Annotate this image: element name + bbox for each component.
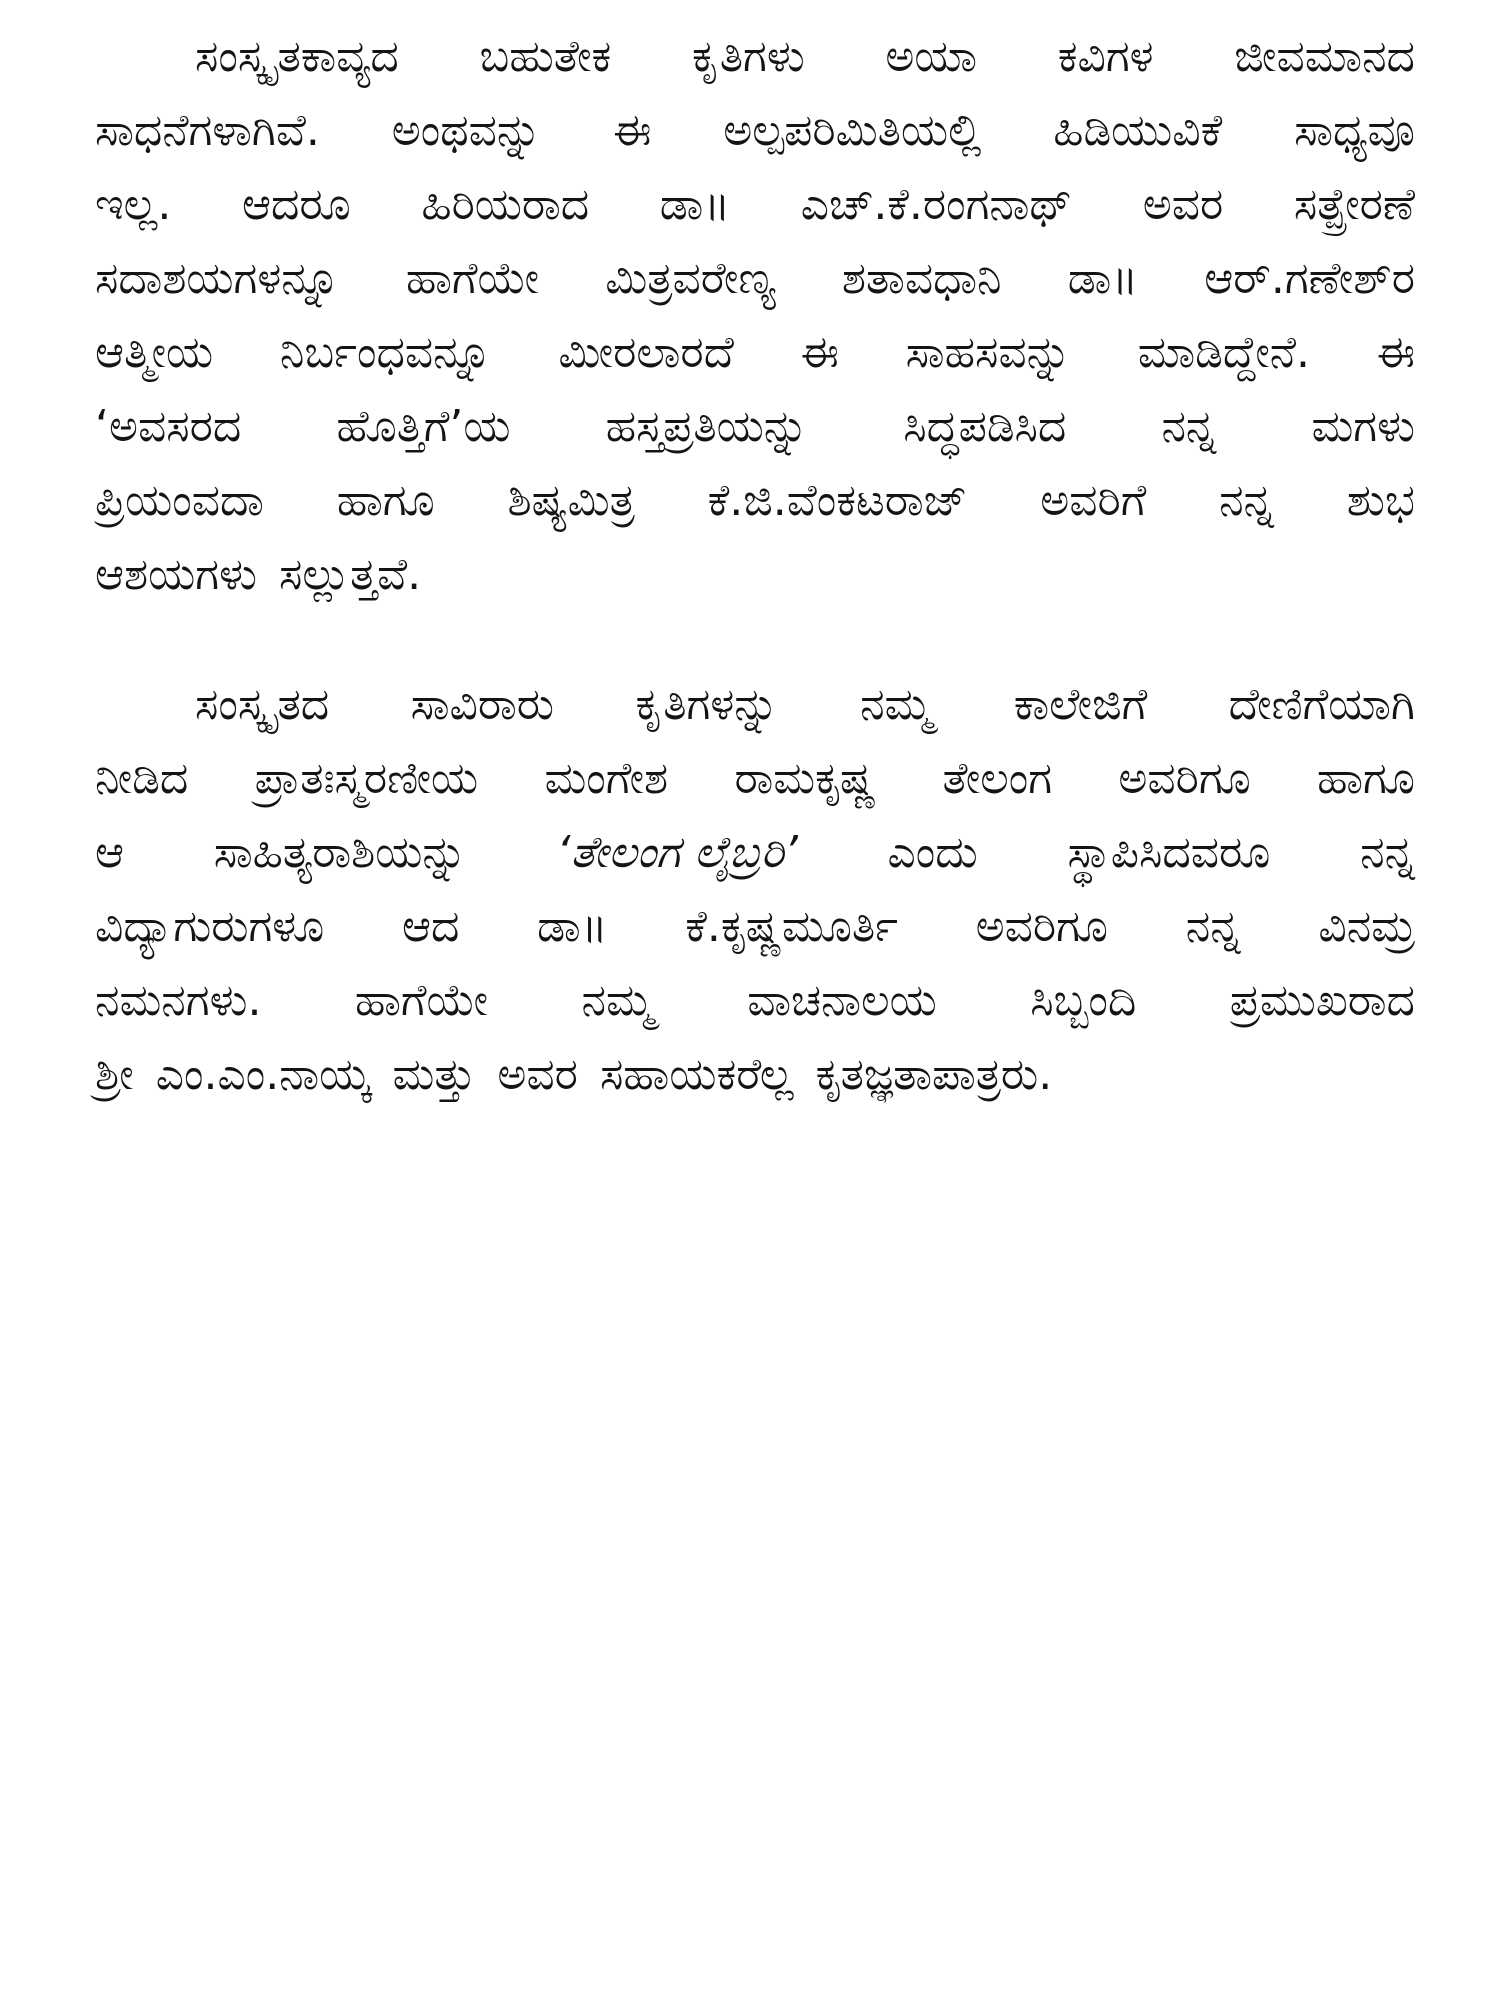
- word: ಸದಾಶಯಗಳನ್ನೂ: [95, 253, 340, 304]
- word: ಮತ್ತು: [392, 1049, 476, 1100]
- text-line: [95, 668, 1415, 742]
- word: ಮಗಳು: [1311, 401, 1415, 452]
- word: ಸಾಧ್ಯವೂ: [1294, 105, 1415, 156]
- word: ಮೀರಲಾರದೆ: [558, 327, 734, 378]
- word: ಕೃತಜ್ಞತಾಪಾತ್ರರು.: [815, 1049, 1053, 1100]
- library-name: ‘ತೇಲಂಗ ಲೈಬ್ರರಿ’: [556, 827, 798, 878]
- word: ಈ: [613, 105, 652, 156]
- word: ವಿದ್ಯಾಗುರುಗಳೂ: [95, 901, 325, 952]
- word: ಹಾಗೂ: [1317, 753, 1415, 804]
- word: ಮಾಡಿದ್ದೇನೆ.: [1137, 327, 1310, 378]
- word: ವಿನಮ್ರ: [1318, 901, 1415, 952]
- word: ಸಿಬ್ಬಂದಿ: [1030, 975, 1137, 1026]
- word: ಕೃತಿಗಳನ್ನು: [635, 679, 779, 730]
- word: ನೀಡಿದ: [95, 753, 189, 804]
- word: ಡಾ॥: [659, 179, 731, 230]
- word: ಹಾಗೆಯೇ: [354, 975, 489, 1026]
- word: ನಮನಗಳು.: [95, 975, 262, 1026]
- word: ಆರ್.ಗಣೇಶ್‌ರ: [1204, 253, 1415, 304]
- word: ಆದ: [401, 901, 460, 952]
- text-line: [95, 390, 1415, 464]
- word: ನನ್ನ: [1219, 475, 1274, 526]
- word: ಮಂಗೇಶ: [544, 753, 669, 804]
- word: ಎಂ.ಎಂ.ನಾಯ್ಕ: [155, 1049, 371, 1100]
- word: ಸಿದ್ಧಪಡಿಸಿದ: [903, 401, 1067, 452]
- word: ಕಾಲೇಜಿಗೆ: [1013, 679, 1148, 730]
- word: ಈ: [800, 327, 839, 378]
- word: ಕವಿಗಳ: [1057, 31, 1154, 82]
- word: ಡಾ॥: [537, 901, 608, 952]
- word: ಅವರ: [497, 1049, 578, 1100]
- word: ಅಯಾ: [885, 31, 978, 82]
- text-line: [95, 168, 1415, 242]
- word: ಅಲ್ಪಪರಿಮಿತಿಯಲ್ಲಿ: [723, 105, 982, 156]
- word: ಕೆ.ಕೃಷ್ಣಮೂರ್ತಿ: [685, 901, 898, 952]
- paragraph-2: [95, 668, 1415, 1112]
- word: ಆದರೂ: [241, 179, 351, 230]
- word: ಸಾಧನೆಗಳಾಗಿವೆ.: [95, 105, 320, 156]
- word: ದೇಣಿಗೆಯಾಗಿ: [1228, 679, 1415, 730]
- text-line: [95, 242, 1415, 316]
- word: ಕೃತಿಗಳು: [691, 31, 805, 82]
- word: ಬಹುತೇಕ: [479, 31, 612, 82]
- word: ಎಂದು: [887, 827, 978, 878]
- text-line: [95, 890, 1415, 964]
- word: ಆಶಯಗಳು: [95, 549, 257, 600]
- text-line: [95, 316, 1415, 390]
- paragraph-1: [95, 20, 1415, 612]
- word: ಎಚ್.ಕೆ.ರಂಗನಾಥ್: [800, 179, 1073, 230]
- word: ವಾಚನಾಲಯ: [747, 975, 937, 1026]
- word: ಈ: [1376, 327, 1415, 378]
- word: ಹೊತ್ತಿಗೆ’ಯ: [336, 401, 511, 452]
- word: ಆ: [95, 827, 125, 878]
- word: ಅವರಿಗೂ: [975, 901, 1109, 952]
- word: ಶುಭ: [1346, 475, 1415, 526]
- word: ಸಂಸ್ಕೃತದ: [195, 679, 330, 730]
- word: ನನ್ನ: [1185, 901, 1241, 952]
- word: ತೇಲಂಗ: [942, 753, 1053, 804]
- text-line: [95, 20, 1415, 94]
- word: ಸಂಸ್ಕೃತಕಾವ್ಯದ: [195, 31, 399, 82]
- word: ಆತ್ಮೀಯ: [95, 327, 214, 378]
- word: ನಮ್ಮ: [860, 679, 933, 730]
- word: ಅವರಿಗೆ: [1040, 475, 1147, 526]
- word: ಹಸ್ತಪ್ರತಿಯನ್ನು: [605, 401, 809, 452]
- text-line: [95, 964, 1415, 1038]
- word: ಡಾ॥: [1067, 253, 1139, 304]
- text-line: [95, 1038, 1415, 1112]
- word: ಹಾಗೂ: [336, 475, 435, 526]
- word: ‘ಅವಸರದ: [95, 401, 242, 452]
- word: ಪ್ರಿಯಂವದಾ: [95, 475, 264, 526]
- word: ಸಾಹಸವನ್ನು: [905, 327, 1072, 378]
- word: ಪ್ರಾತಃಸ್ಮರಣೀಯ: [254, 753, 479, 804]
- word: ಸಹಾಯಕರೆಲ್ಲ: [599, 1049, 794, 1100]
- word: ಸ್ಥಾಪಿಸಿದವರೂ: [1067, 827, 1271, 878]
- word: ನನ್ನ: [1360, 827, 1415, 878]
- word: ಸಾಹಿತ್ಯರಾಶಿಯನ್ನು: [213, 827, 467, 878]
- text-line: [95, 816, 1415, 890]
- word: ನನ್ನ: [1161, 401, 1217, 452]
- word: ಮಿತ್ರವರೇಣ್ಯ: [605, 253, 776, 304]
- word: ಸಲ್ಲುತ್ತವೆ.: [278, 549, 422, 600]
- word: ನಿರ್ಬಂಧವನ್ನೂ: [279, 327, 492, 378]
- word: ಹಿಡಿಯುವಿಕೆ: [1053, 105, 1223, 156]
- word: ಶತಾವಧಾನಿ: [841, 253, 1002, 304]
- word: ಅವರಿಗೂ: [1118, 753, 1251, 804]
- text-line: [95, 464, 1415, 538]
- text-line: [95, 94, 1415, 168]
- word: ಹಾಗೆಯೇ: [405, 253, 540, 304]
- word: ರಾಮಕೃಷ್ಣ: [734, 753, 877, 804]
- text-line: [95, 742, 1415, 816]
- word: ಸಾವಿರಾರು: [410, 679, 554, 730]
- body-text: [95, 20, 1415, 1112]
- word: ನಮ್ಮ: [581, 975, 654, 1026]
- word: ಕೆ.ಜಿ.ವೆಂಕಟರಾಜ್: [707, 475, 968, 526]
- word: ಶ್ರೀ: [95, 1049, 134, 1100]
- word: ಅಂಥವನ್ನು: [391, 105, 542, 156]
- text-line: [95, 538, 1415, 612]
- word: ಇಲ್ಲ.: [95, 179, 172, 230]
- word: ಸತ್ಪ್ರೇರಣೆ: [1293, 179, 1415, 230]
- word: ಪ್ರಮುಖರಾದ: [1229, 975, 1415, 1026]
- word: ಹಿರಿಯರಾದ: [421, 179, 590, 230]
- word: ಶಿಷ್ಯಮಿತ್ರ: [507, 475, 635, 526]
- word: ಜೀವಮಾನದ: [1234, 31, 1415, 82]
- word: ಅವರ: [1142, 179, 1224, 230]
